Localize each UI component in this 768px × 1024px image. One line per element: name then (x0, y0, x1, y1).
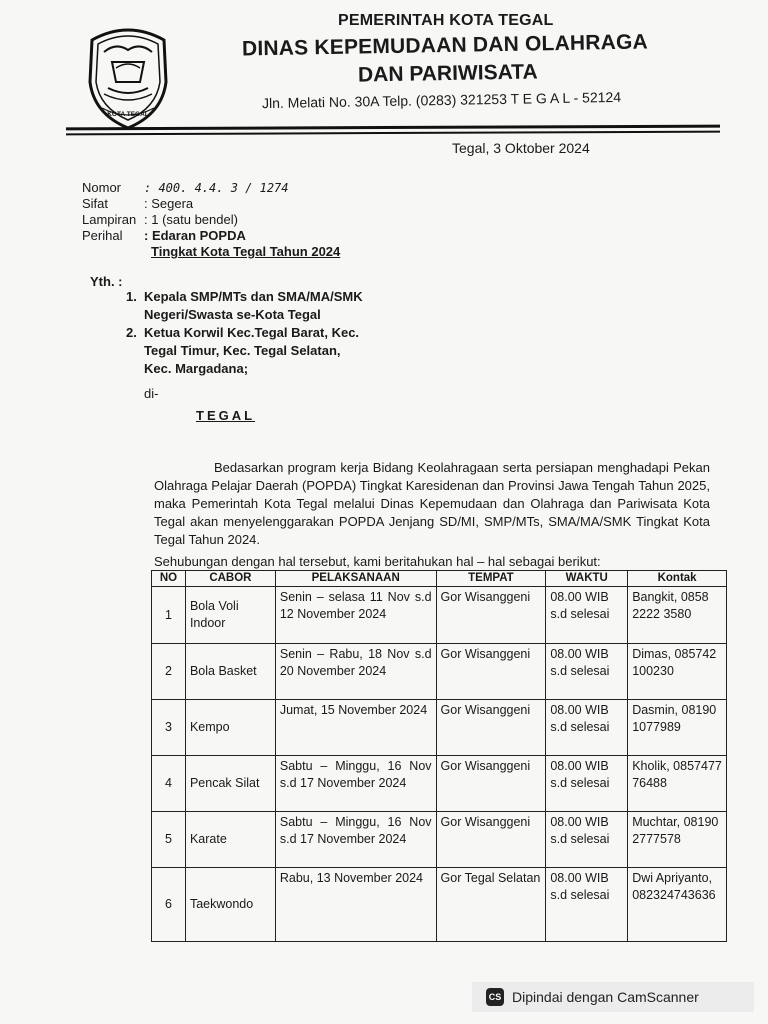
camscanner-text: Dipindai dengan CamScanner (512, 989, 699, 1005)
table-row: 2 Bola Basket Senin – Rabu, 18 Nov s.d 20 November 2024 Gor Wisanggeni 08.00 WIB s.d selesai Dimas, 085742100230 (152, 644, 727, 700)
government-name: PEMERINTAH KOTA TEGAL (338, 12, 554, 29)
table-row: 4 Pencak Silat Sabtu – Minggu, 16 Nov s.d 17 November 2024 Gor Wisanggeni 08.00 WIB s.d selesai Kholik, 085747776488 (152, 756, 727, 812)
camscanner-icon: CS (486, 988, 504, 1006)
department-name-line2: DAN PARIWISATA (357, 60, 538, 87)
recipient-1: 1. Kepala SMP/MTs dan SMA/MA/SMK (126, 289, 363, 304)
sifat-value: : Segera (144, 196, 194, 211)
logo-lettering: KOTA TEGAL (107, 111, 149, 118)
table-header-row (152, 571, 727, 587)
table-row: 3 Kempo Jumat, 15 November 2024 Gor Wisanggeni 08.00 WIB s.d selesai Dasmin, 081901077989 (152, 700, 727, 756)
sifat-label: Sifat (82, 196, 109, 211)
letter-date: Tegal, 3 Oktober 2024 (452, 140, 590, 156)
recipient-location: TEGAL (196, 408, 256, 423)
department-name-line1: DINAS KEPEMUDAAN DAN OLAHRAGA (241, 30, 649, 61)
header-waktu: WAKTU (546, 571, 628, 587)
lampiran-label: Lampiran (82, 212, 137, 227)
nomor-value: : 400. 4.4. 3 / 1274 (144, 181, 289, 195)
header-pelaksanaan: PELAKSANAAN (275, 571, 436, 587)
recipient-list: 1. Kepala SMP/MTs dan SMA/MA/SMK Negeri/Swasta se-Kota Tegal 2. Ketua Korwil Kec.Tegal Barat, Kec. Tegal Timur, Kec. Tegal Selatan, Kec. Margadana; (126, 289, 363, 376)
table-row: 6 Taekwondo Rabu, 13 November 2024 Gor Tegal Selatan 08.00 WIB s.d selesai Dwi Apriyanto, 082324743636 (152, 868, 727, 942)
schedule-table (151, 570, 727, 942)
department-address: Jln. Melati No. 30A Telp. (0283) 321253 T E G A L - 52124 (261, 88, 622, 112)
table-row: 1 Bola Voli Indoor Senin – selasa 11 Nov s.d 12 November 2024 Gor Wisanggeni 08.00 WIB s.d selesai Bangkit, 0858 2222 3580 (152, 587, 727, 644)
table-row: 5 Karate Sabtu – Minggu, 16 Nov s.d 17 November 2024 Gor Wisanggeni 08.00 WIB s.d selesai Muchtar, 081902777578 (152, 812, 727, 868)
camscanner-watermark (472, 982, 754, 1012)
header-kontak: Kontak (628, 571, 727, 587)
lampiran-value: : 1 (satu bendel) (144, 212, 238, 227)
header-no: NO (152, 571, 186, 587)
header-tempat: TEMPAT (436, 571, 546, 587)
letter-meta (82, 180, 340, 260)
perihal-label: Perihal (82, 228, 123, 243)
perihal-value-line2: Tingkat Kota Tegal Tahun 2024 (151, 244, 341, 259)
kota-tegal-crest-logo (82, 22, 174, 130)
salutation: Yth. : (90, 274, 123, 289)
header-cabor: CABOR (185, 571, 275, 587)
recipient-location-prefix: di- (144, 386, 159, 401)
perihal-value: : Edaran POPDA (144, 228, 246, 243)
letterhead-rule-thin (66, 131, 720, 135)
body-followup: Sehubungan dengan hal tersebut, kami beritahukan hal – hal sebagai berikut: (154, 554, 601, 569)
recipient-2: 2. Ketua Korwil Kec.Tegal Barat, Kec. (126, 325, 360, 340)
nomor-label: Nomor (82, 180, 122, 195)
body-paragraph: Bedasarkan program kerja Bidang Keolahragaan serta persiapan menghadapi Pekan Olahraga Pelajar Daerah (POPDA) Tingkat Karesidenan dan Provinsi Jawa Tengah Tahun 2025, maka Pemerintah Kota Tegal melalui Dinas Kepemudaan dan Olahraga dan Pariwisata Kota Tegal akan menyelenggarakan POPDA Jenjang SD/MI, SMP/MTs, SMA/MA/SMK Tingkat Kota Tegal Tahun 2024. (154, 460, 710, 547)
